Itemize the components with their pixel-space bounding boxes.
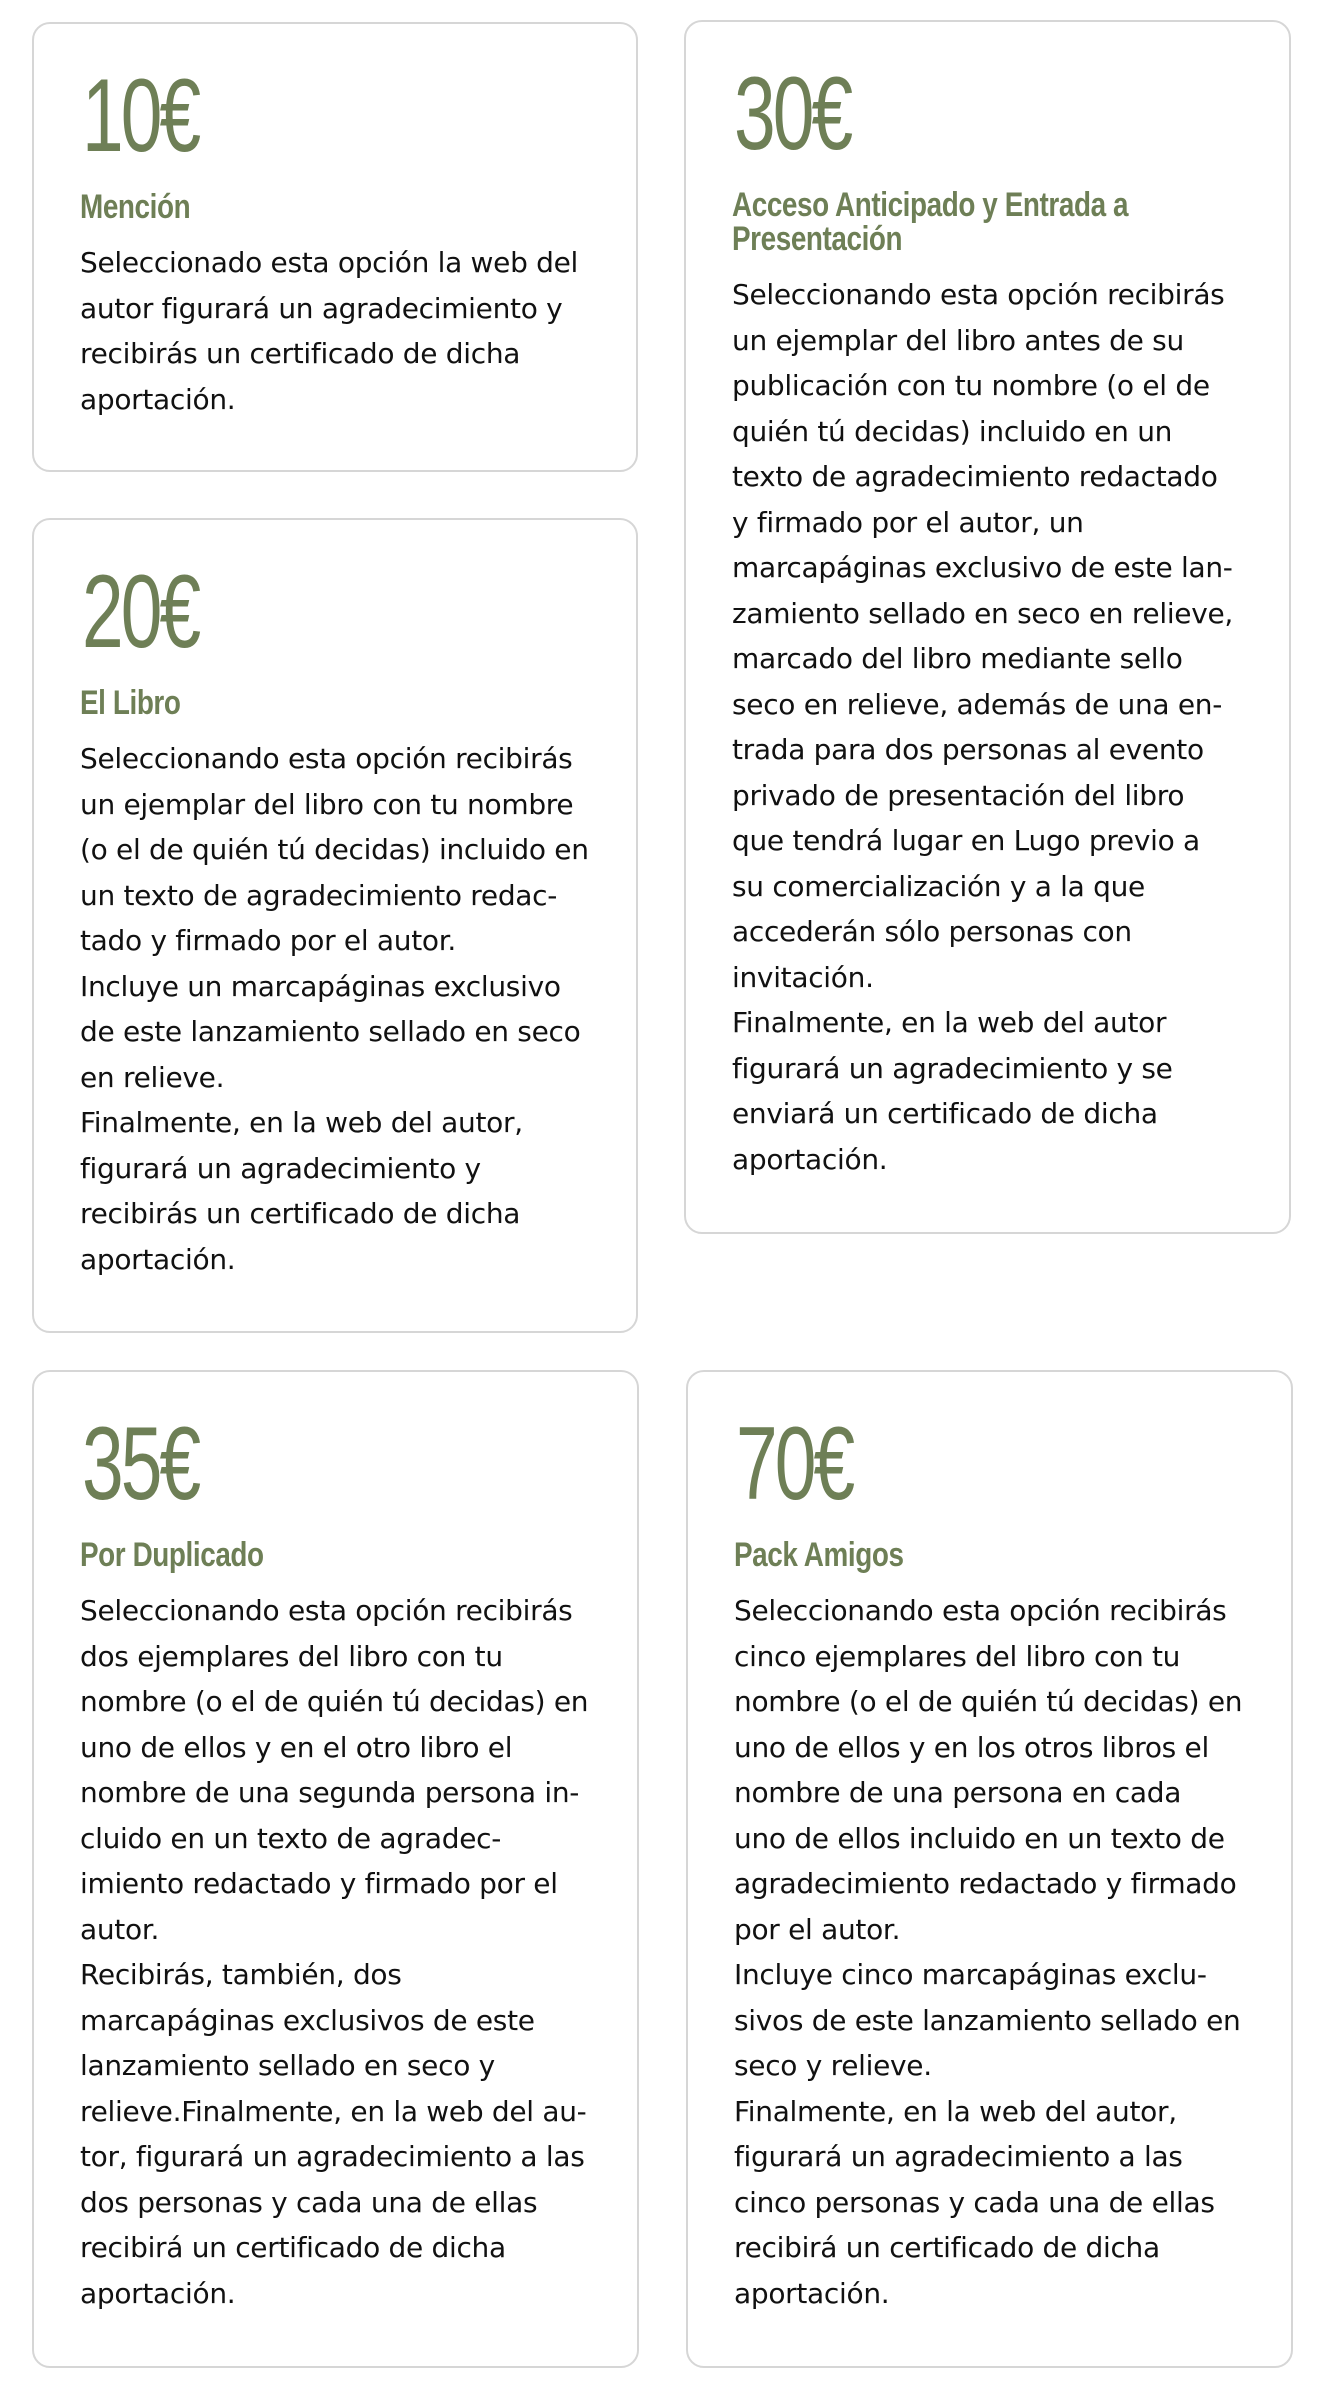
reward-card-30[interactable] xyxy=(684,20,1291,1234)
reward-card-70[interactable] xyxy=(686,1370,1293,2368)
reward-description: Seleccionando esta opción recibirás un ejemplar del libro antes de su publicación con tu nombre (o el de quién tú decidas) incluido en un texto de agradecimiento redactado y firmado por el autor, un marcapáginas exclusivo de este lan- zamiento sellado en seco en relieve, marcado del libro mediante sello seco en relieve, además de una en- trada para dos personas al evento privado de presentación del libro que tendrá lugar en Lugo previo a su comercialización y a la que accederán sólo personas con invitación. Finalmente, en la web del autor figurará un agradecimiento y se enviará un certificado de dicha aportación. xyxy=(732,278,1234,1176)
reward-price: 10€ xyxy=(82,58,199,174)
reward-price: 35€ xyxy=(82,1406,199,1522)
reward-card-20[interactable] xyxy=(32,518,638,1333)
reward-price: 70€ xyxy=(736,1406,853,1522)
reward-card-10[interactable] xyxy=(32,22,638,472)
reward-description: Seleccionando esta opción recibirás dos ejemplares del libro con tu nombre (o el de quién tú decidas) en uno de ellos y en el otro libro el nombre de una segunda persona in- cluido en un texto de agradec- imiento redactado y firmado por el autor. Recibirás, también, dos marcapáginas exclusivos de este lanzamiento sellado en seco y relieve.Finalmente, en la web del au- tor, figurará un agradecimiento a las dos personas y cada una de ellas recibirá un certificado de dicha aportación. xyxy=(80,1594,589,2310)
reward-title: El Libro xyxy=(80,684,181,722)
reward-title: Acceso Anticipado y Entrada a Presentación xyxy=(732,186,1129,258)
reward-description: Seleccionando esta opción recibirás un ejemplar del libro con tu nombre (o el de quién tú decidas) incluido en un texto de agradecimiento redac- tado y firmado por el autor. Incluye un marcapáginas exclusivo de este lanzamiento sellado en seco en relieve. Finalmente, en la web del autor, figurará un agradecimiento y recibirás un certificado de dicha aportación. xyxy=(80,742,589,1276)
reward-price: 30€ xyxy=(734,56,851,172)
reward-description: Seleccionado esta opción la web del autor figurará un agradecimiento y recibirás un certificado de dicha aportación. xyxy=(80,246,579,416)
reward-title: Pack Amigos xyxy=(734,1536,904,1574)
reward-price: 20€ xyxy=(82,554,199,670)
reward-description: Seleccionando esta opción recibirás cinco ejemplares del libro con tu nombre (o el de quién tú decidas) en uno de ellos y en los otros libros el nombre de una persona en cada uno de ellos incluido en un texto de agradecimiento redactado y firmado por el autor. Incluye cinco marcapáginas exclu- sivos de este lanzamiento sellado en seco y relieve. Finalmente, en la web del autor, figurará un agradecimiento a las cinco personas y cada una de ellas recibirá un certificado de dicha aportación. xyxy=(734,1594,1243,2310)
reward-card-35[interactable] xyxy=(32,1370,639,2368)
reward-title: Por Duplicado xyxy=(80,1536,264,1574)
reward-title: Mención xyxy=(80,188,191,226)
